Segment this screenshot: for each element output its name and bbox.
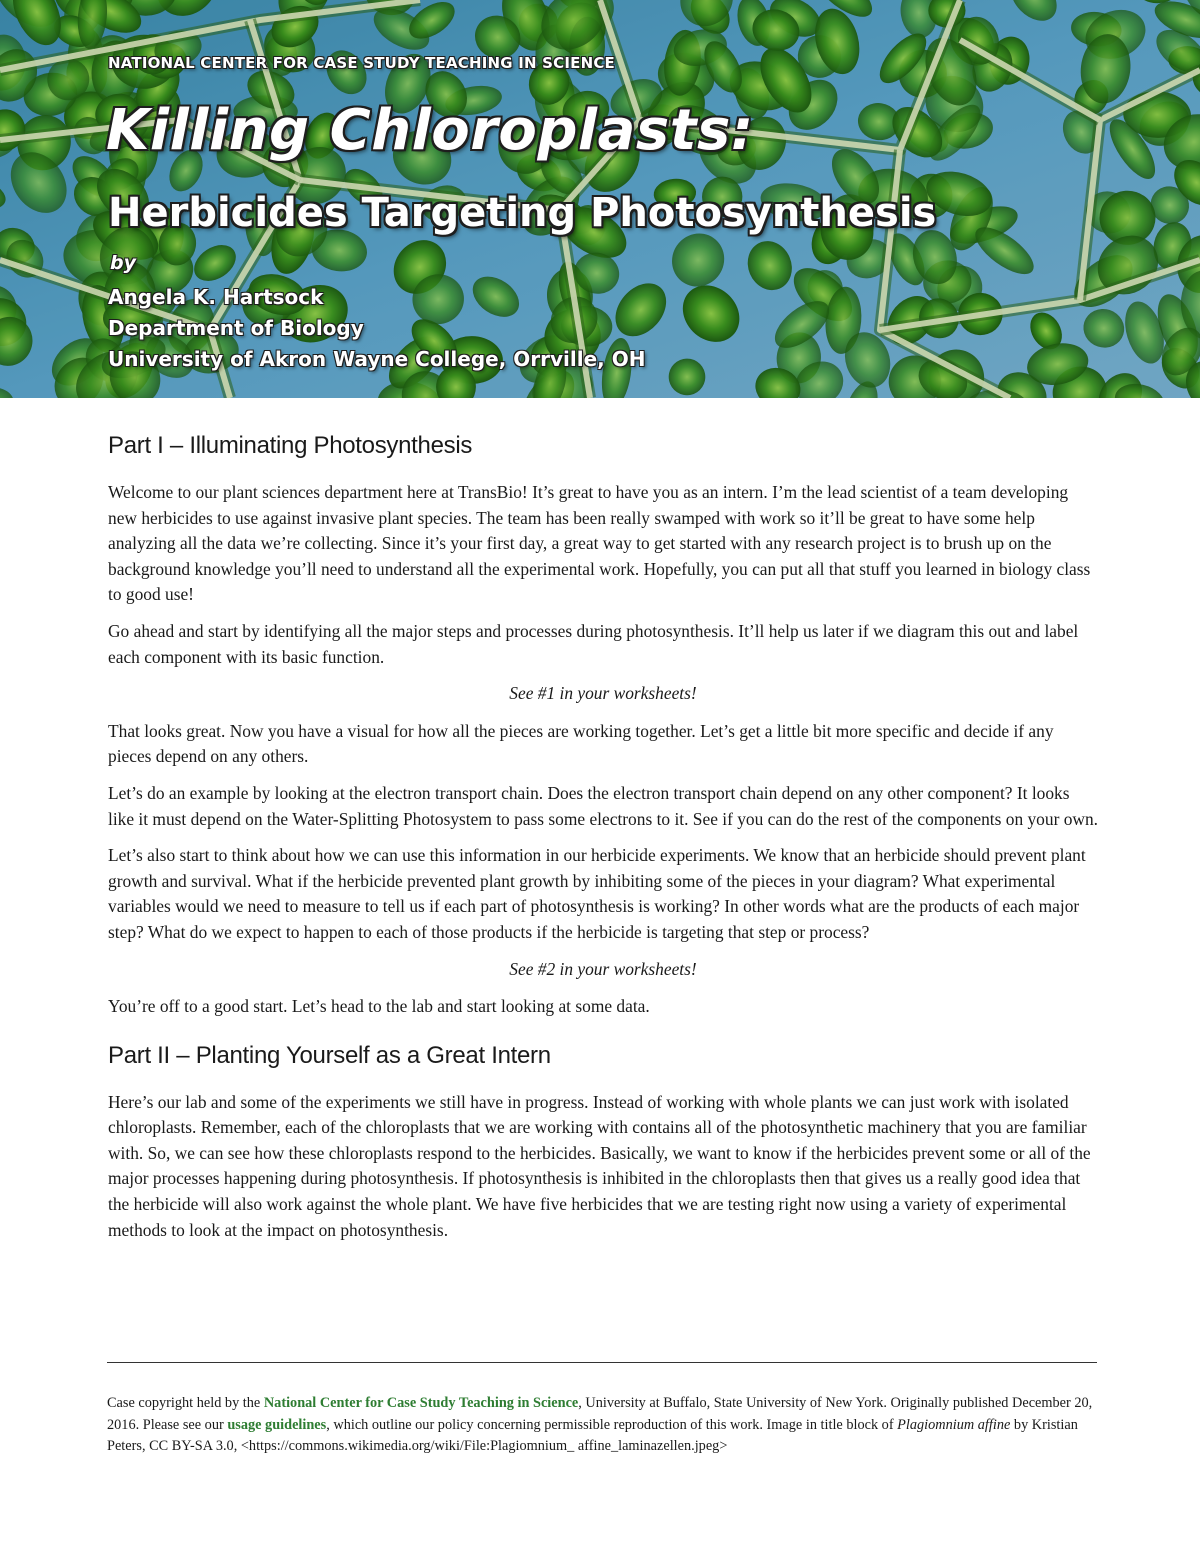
- part-1-paragraph-5: Let’s also start to think about how we can use this information in our herbicide experiments. We know that an herbicide should prevent plant growth and survival. What if the herbicide prevented plant growth by inhibiting some of the pieces in your diagram? What experimental variables would we need to measure to tell us if each part of photosynthesis is working? In other words what are the products of each major step? What do we expect to happen to each of those products if the herbicide is targeting that step or process?: [108, 845, 1086, 942]
- copyright-footer: [107, 1393, 1097, 1458]
- part-1-paragraph-3: That looks great. Now you have a visual for how all the pieces are working together. Let’s get a little bit more specific and decide if any pieces depend on any others.: [108, 720, 1054, 767]
- title-banner: [0, 0, 1200, 398]
- byline-label: by: [110, 252, 136, 274]
- banner-text: [0, 0, 1200, 398]
- part-1-section: [108, 432, 1098, 1020]
- part-1-paragraph-6: You’re off to a good start. Let’s head to the lab and start looking at some data.: [108, 996, 650, 1017]
- author-institution: University of Akron Wayne College, Orrville, OH: [108, 347, 646, 371]
- case-title: Killing Chloroplasts:: [106, 98, 754, 163]
- part-2-section: [108, 1042, 1098, 1244]
- part-1-paragraph-2: Go ahead and start by identifying all the major steps and processes during photosynthesis. It’ll help us later if we diagram this out and label each component with its basic function.: [108, 620, 1079, 667]
- footer-divider: [107, 1362, 1097, 1363]
- footer-text-3: , which outline our policy concerning permissible reproduction of this work. Image in title block of: [326, 1416, 898, 1433]
- case-subtitle: Herbicides Targeting Photosynthesis: [108, 190, 937, 236]
- usage-guidelines-link[interactable]: usage guidelines: [227, 1416, 327, 1433]
- organization-name: NATIONAL CENTER FOR CASE STUDY TEACHING IN SCIENCE: [108, 54, 616, 72]
- worksheet-note-2: See #2 in your worksheets!: [509, 958, 697, 979]
- case-body: [108, 432, 1098, 1254]
- footer-text-4: by Kristian Peters, CC BY-SA 3.0, <https://commons.wikimedia.org/wiki/File:Plagiomnium_ affine_laminazellen.jpeg>: [107, 1416, 1078, 1454]
- part-2-heading: Part II – Planting Yourself as a Great Intern: [108, 1041, 551, 1069]
- footer-text-1: Case copyright held by the: [107, 1395, 264, 1411]
- footer-text-2: , University at Buffalo, State University of New York. Originally published December 20, 2016. Please see our: [107, 1395, 1093, 1433]
- author-department: Department of Biology: [108, 316, 364, 340]
- part-1-paragraph-1: Welcome to our plant sciences department here at TransBio! It’s great to have you as an intern. I’m the lead scientist of a team developing new herbicides to use against invasive plant species. The team has been really swamped with work so it’ll be great to have some help analyzing all the data we’re collecting. Since it’s your first day, a great way to get started with any research project is to brush up on the background knowledge you’ll need to understand all the experimental work. Hopefully, you can put all that stuff you learned in biology class to good use!: [108, 482, 1091, 605]
- part-1-paragraph-4: Let’s do an example by looking at the electron transport chain. Does the electron transport chain depend on any other component? It looks like it must depend on the Water-Splitting Photosystem to pass some electrons to it. See if you can do the rest of the components on your own.: [108, 782, 1099, 829]
- worksheet-note-1: See #1 in your worksheets!: [509, 683, 697, 704]
- part-1-heading: Part I – Illuminating Photosynthesis: [108, 432, 473, 459]
- part-2-paragraph-1: Here’s our lab and some of the experiments we still have in progress. Instead of working with whole plants we can just work with isolated chloroplasts. Remember, each of the chloroplasts that we are working with contains all of the photosynthetic machinery that you are familiar with. So, we can see how these chloroplasts respond to the herbicides. Basically, we want to know if the herbicides prevent some or all of the major processes happening during photosynthesis. If photosynthesis is inhibited in the chloroplasts then that gives us a really good idea that the herbicide will also work against the whole plant. We have five herbicides that we are testing right now using a variety of experimental methods to look at the impact on photosynthesis.: [108, 1091, 1091, 1240]
- ncsstcs-link[interactable]: National Center for Case Study Teaching in Science: [263, 1395, 579, 1411]
- author-name: Angela K. Hartsock: [108, 285, 324, 309]
- species-name: Plagiomnium affine: [897, 1416, 1011, 1433]
